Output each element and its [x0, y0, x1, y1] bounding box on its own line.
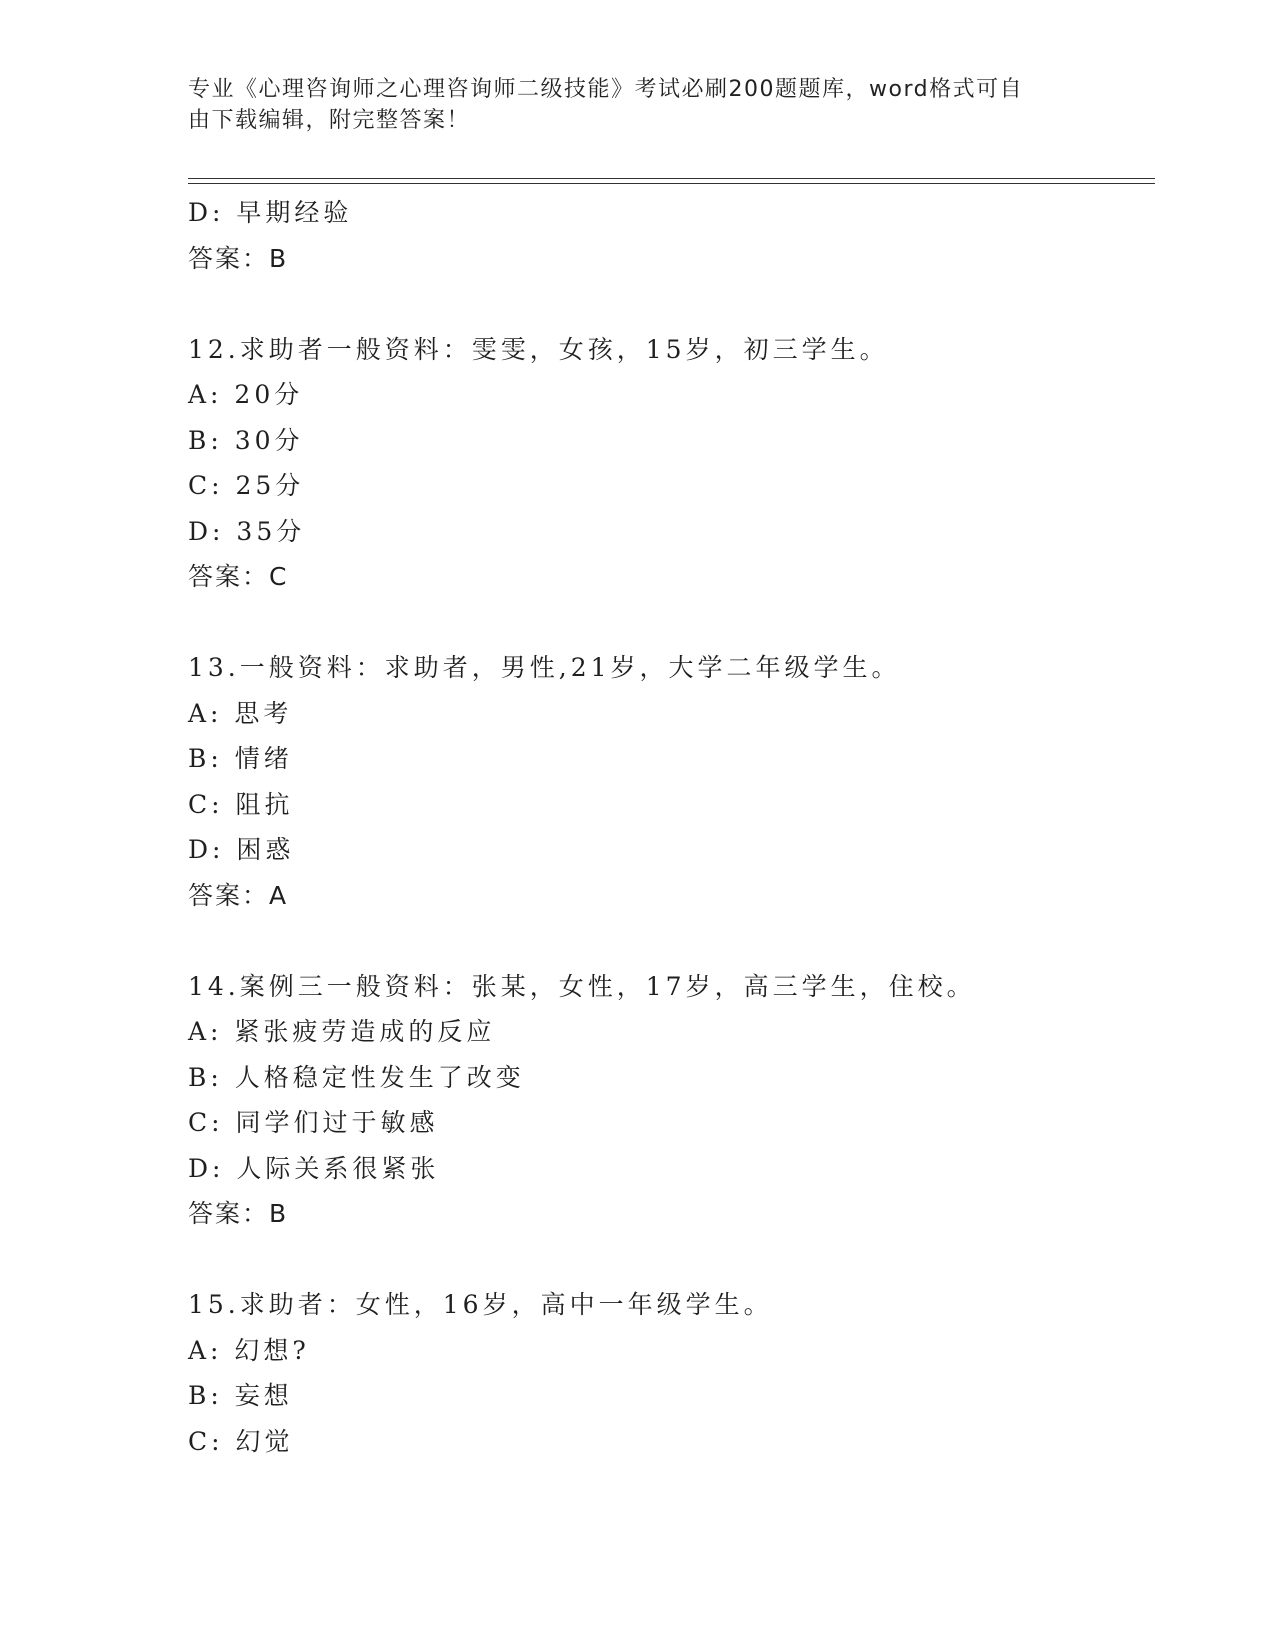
question-spacer [188, 281, 1148, 327]
option-a: A: 20分 [188, 380, 304, 409]
option-d: D: 早期经验 [188, 198, 353, 227]
question-spacer [188, 600, 1148, 646]
header-line-2: 由下载编辑，附完整答案！ [188, 108, 471, 133]
question-list [188, 190, 1148, 1464]
option-c: C: 25分 [188, 471, 305, 500]
header-divider-top [188, 178, 1155, 179]
answer-line: 答案：A [188, 880, 289, 910]
question-spacer [188, 918, 1148, 964]
header-divider-bottom [188, 183, 1155, 184]
option-b: B: 妄想 [188, 1381, 293, 1410]
document-header [188, 74, 1068, 136]
option-a: A: 紧张疲劳造成的反应 [188, 1017, 496, 1046]
question-stem: 15.求助者：女性，16岁，高中一年级学生。 [188, 1290, 773, 1319]
option-a: A: 思考 [188, 698, 293, 728]
question-spacer [188, 1237, 1148, 1283]
answer-line: 答案：B [188, 1199, 289, 1228]
option-c: C: 阻抗 [188, 789, 294, 819]
option-c: C: 幻觉 [188, 1426, 294, 1456]
option-b: B: 30分 [188, 425, 304, 455]
question-stem: 13.一般资料：求助者，男性,21岁，大学二年级学生。 [188, 653, 901, 682]
option-d: D: 35分 [188, 516, 306, 546]
answer-line: 答案：C [188, 562, 289, 591]
option-a: A: 幻想? [188, 1335, 310, 1365]
option-b: B: 人格稳定性发生了改变 [188, 1062, 525, 1092]
answer-line: 答案：B [188, 243, 289, 273]
option-c: C: 同学们过于敏感 [188, 1108, 439, 1137]
option-d: D: 人际关系很紧张 [188, 1153, 440, 1183]
header-line-1: 专业《心理咨询师之心理咨询师二级技能》考试必刷200题题库，word格式可自 [188, 77, 1024, 102]
option-d: D: 困惑 [188, 835, 295, 864]
question-stem: 14.案例三一般资料：张某，女性，17岁，高三学生，住校。 [188, 971, 976, 1001]
option-b: B: 情绪 [188, 744, 293, 773]
question-stem: 12.求助者一般资料：雯雯，女孩，15岁，初三学生。 [188, 334, 889, 364]
